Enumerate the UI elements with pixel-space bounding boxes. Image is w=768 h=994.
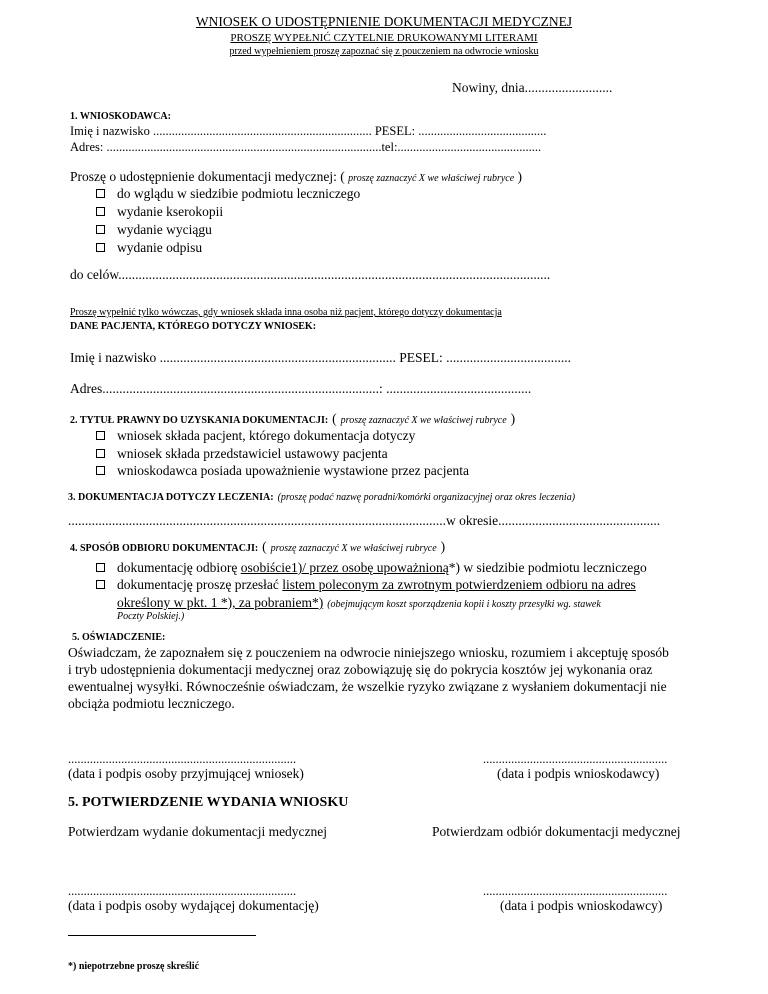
request-intro [70,169,522,185]
request-option-label: wydanie wyciągu [117,222,212,237]
footnote: *) niepotrzebne proszę skreślić [68,961,200,972]
checkbox[interactable] [96,431,105,440]
delivery-option-text: dokumentację proszę przesłać [117,577,283,592]
applicant-name-pesel-field[interactable]: Imię i nazwisko ...................................................................... PESEL: ......................................... [70,124,547,138]
delivery-option-text: *) w siedzibie podmiotu leczniczego [448,560,647,575]
applicant-signature-field[interactable]: ........................................................... [483,752,668,766]
receiver-signature-label: (data i podpis osoby przyjmującej wniosek) [68,766,304,781]
statement-line: i tryb udostępnienia dokumentacji medycznej oraz zobowiązuję się do pokrycia kosztów jej wykonania oraz [68,662,653,677]
delivery-option-text: listem poleconym za zwrotnym potwierdzeniem odbioru na adres [282,577,636,592]
delivery-hint-close: ) [440,539,446,554]
confirmation-issue-text: Potwierdzam wydanie dokumentacji medycznej [68,824,328,839]
legal-heading-row [70,410,515,428]
legal-option-label: wnioskodawca posiada upoważnienie wystawione przez pacjenta [117,463,469,478]
checkbox[interactable] [96,207,105,216]
checkbox[interactable] [96,466,105,475]
request-intro-end: ) [517,169,523,184]
treatment-heading-row [68,487,575,505]
legal-hint: proszę zaznaczyć X we właściwej rubryce [340,415,507,426]
checkbox[interactable] [96,563,105,572]
delivery-option-personal[interactable] [96,560,647,576]
delivery-hint: proszę zaznaczyć X we właściwej rubryce [270,543,437,554]
request-intro-hint: proszę zaznaczyć X we właściwej rubryce [348,173,515,184]
checkbox[interactable] [96,189,105,198]
purpose-field[interactable]: do celów................................................................................................................................ [70,267,551,282]
applicant-heading: 1. WNIOSKODAWCA: [70,111,171,122]
statement-heading: 5. OŚWIADCZENIE: [72,632,166,643]
request-option[interactable] [96,204,223,220]
legal-option[interactable] [96,428,415,444]
form-note: przed wypełnieniem proszę zapoznać się z pouczeniem na odwrocie wniosku [229,46,539,57]
statement-line: ewentualnej wysyłki. Równocześnie oświadczam, że wszelkie ryzyko związane z wysłaniem dokumentacji nie [68,679,667,694]
request-option-label: do wglądu w siedzibie podmiotu leczniczego [117,186,361,201]
delivery-option-mail-cont2: Poczty Polskiej.) [117,611,185,622]
legal-hint-open: ( [332,411,337,426]
footnote-separator [68,935,256,936]
confirmation-heading: 5. POTWIERDZENIE WYDANIA WNIOSKU [68,795,349,810]
recipient-signature-field[interactable]: ........................................................... [483,884,668,898]
delivery-option-mail-cont [117,594,601,612]
delivery-heading: 4. SPOSÓB ODBIORU DOKUMENTACJI: [70,543,259,554]
legal-option[interactable] [96,446,388,462]
form-subtitle: PROSZĘ WYPEŁNIĆ CZYTELNIE DRUKOWANYMI LITERAMI [230,32,538,44]
applicant-address-phone-field[interactable]: Adres: ........................................................................................tel:.............................................. [70,140,542,154]
patient-name-pesel-field[interactable]: Imię i nazwisko ...................................................................... PESEL: ..................................... [70,350,571,365]
legal-option-label: wniosek składa pacjent, którego dokumentacja dotyczy [117,428,416,443]
patient-address-field[interactable]: Adres..................................................................................: ........................................... [70,381,532,396]
statement-line: Oświadczam, że zapoznałem się z pouczeniem na odwrocie niniejszego wniosku, rozumiem i akceptuję sposób [68,645,669,660]
legal-heading: 2. TYTUŁ PRAWNY DO UZYSKANIA DOKUMENTACJI: [70,415,329,426]
issuer-signature-field[interactable]: ......................................................................... [68,884,297,898]
treatment-heading: 3. DOKUMENTACJA DOTYCZY LECZENIA: [68,492,274,503]
checkbox[interactable] [96,449,105,458]
place-date-field[interactable]: Nowiny, dnia.......................... [452,80,613,95]
issuer-signature-label: (data i podpis osoby wydającej dokumentację) [68,898,319,913]
request-option-label: wydanie kserokopii [117,204,224,219]
request-option-label: wydanie odpisu [117,240,203,255]
patient-heading: DANE PACJENTA, KTÓREGO DOTYCZY WNIOSEK: [70,321,317,332]
treatment-period-field[interactable]: ................................................................................................................w okresie................................................ [68,513,661,528]
confirmation-receipt-text: Potwierdzam odbiór dokumentacji medycznej [432,824,681,839]
treatment-hint: (proszę podać nazwę poradni/komórki organizacyjnej oraz okres leczenia) [277,492,576,503]
legal-option-label: wniosek składa przedstawiciel ustawowy pacjenta [117,446,388,461]
delivery-option-text: (obejmującym koszt sporządzenia kopii i koszty przesyłki wg. stawek [327,599,601,610]
delivery-option-mail[interactable] [96,577,636,593]
statement-line: obciąża podmiotu leczniczego. [68,696,235,711]
recipient-signature-label: (data i podpis wnioskodawcy) [500,898,663,913]
checkbox[interactable] [96,243,105,252]
delivery-option-text: osobiście1)/ przez osobę upoważnioną [240,560,449,575]
request-option[interactable] [96,222,212,238]
receiver-signature-field[interactable]: ......................................................................... [68,752,297,766]
request-option[interactable] [96,186,360,202]
checkbox[interactable] [96,225,105,234]
legal-option[interactable] [96,463,469,479]
delivery-heading-row [70,538,445,556]
legal-hint-close: ) [510,411,516,426]
applicant-signature-label: (data i podpis wnioskodawcy) [497,766,660,781]
request-intro-text: Proszę o udostępnienie dokumentacji medycznej: ( [70,169,345,184]
form-title: WNIOSEK O UDOSTĘPNIENIE DOKUMENTACJI MEDYCZNEJ [195,14,573,29]
delivery-option-text: określony w pkt. 1 *), za pobraniem*) [117,595,324,610]
delivery-hint-open: ( [262,539,267,554]
patient-note: Proszę wypełnić tylko wówczas, gdy wniosek składa inna osoba niż pacjent, którego dotyczy dokumentacja [70,307,502,318]
request-option[interactable] [96,240,202,256]
checkbox[interactable] [96,580,105,589]
delivery-option-text: dokumentację odbiorę [117,560,241,575]
